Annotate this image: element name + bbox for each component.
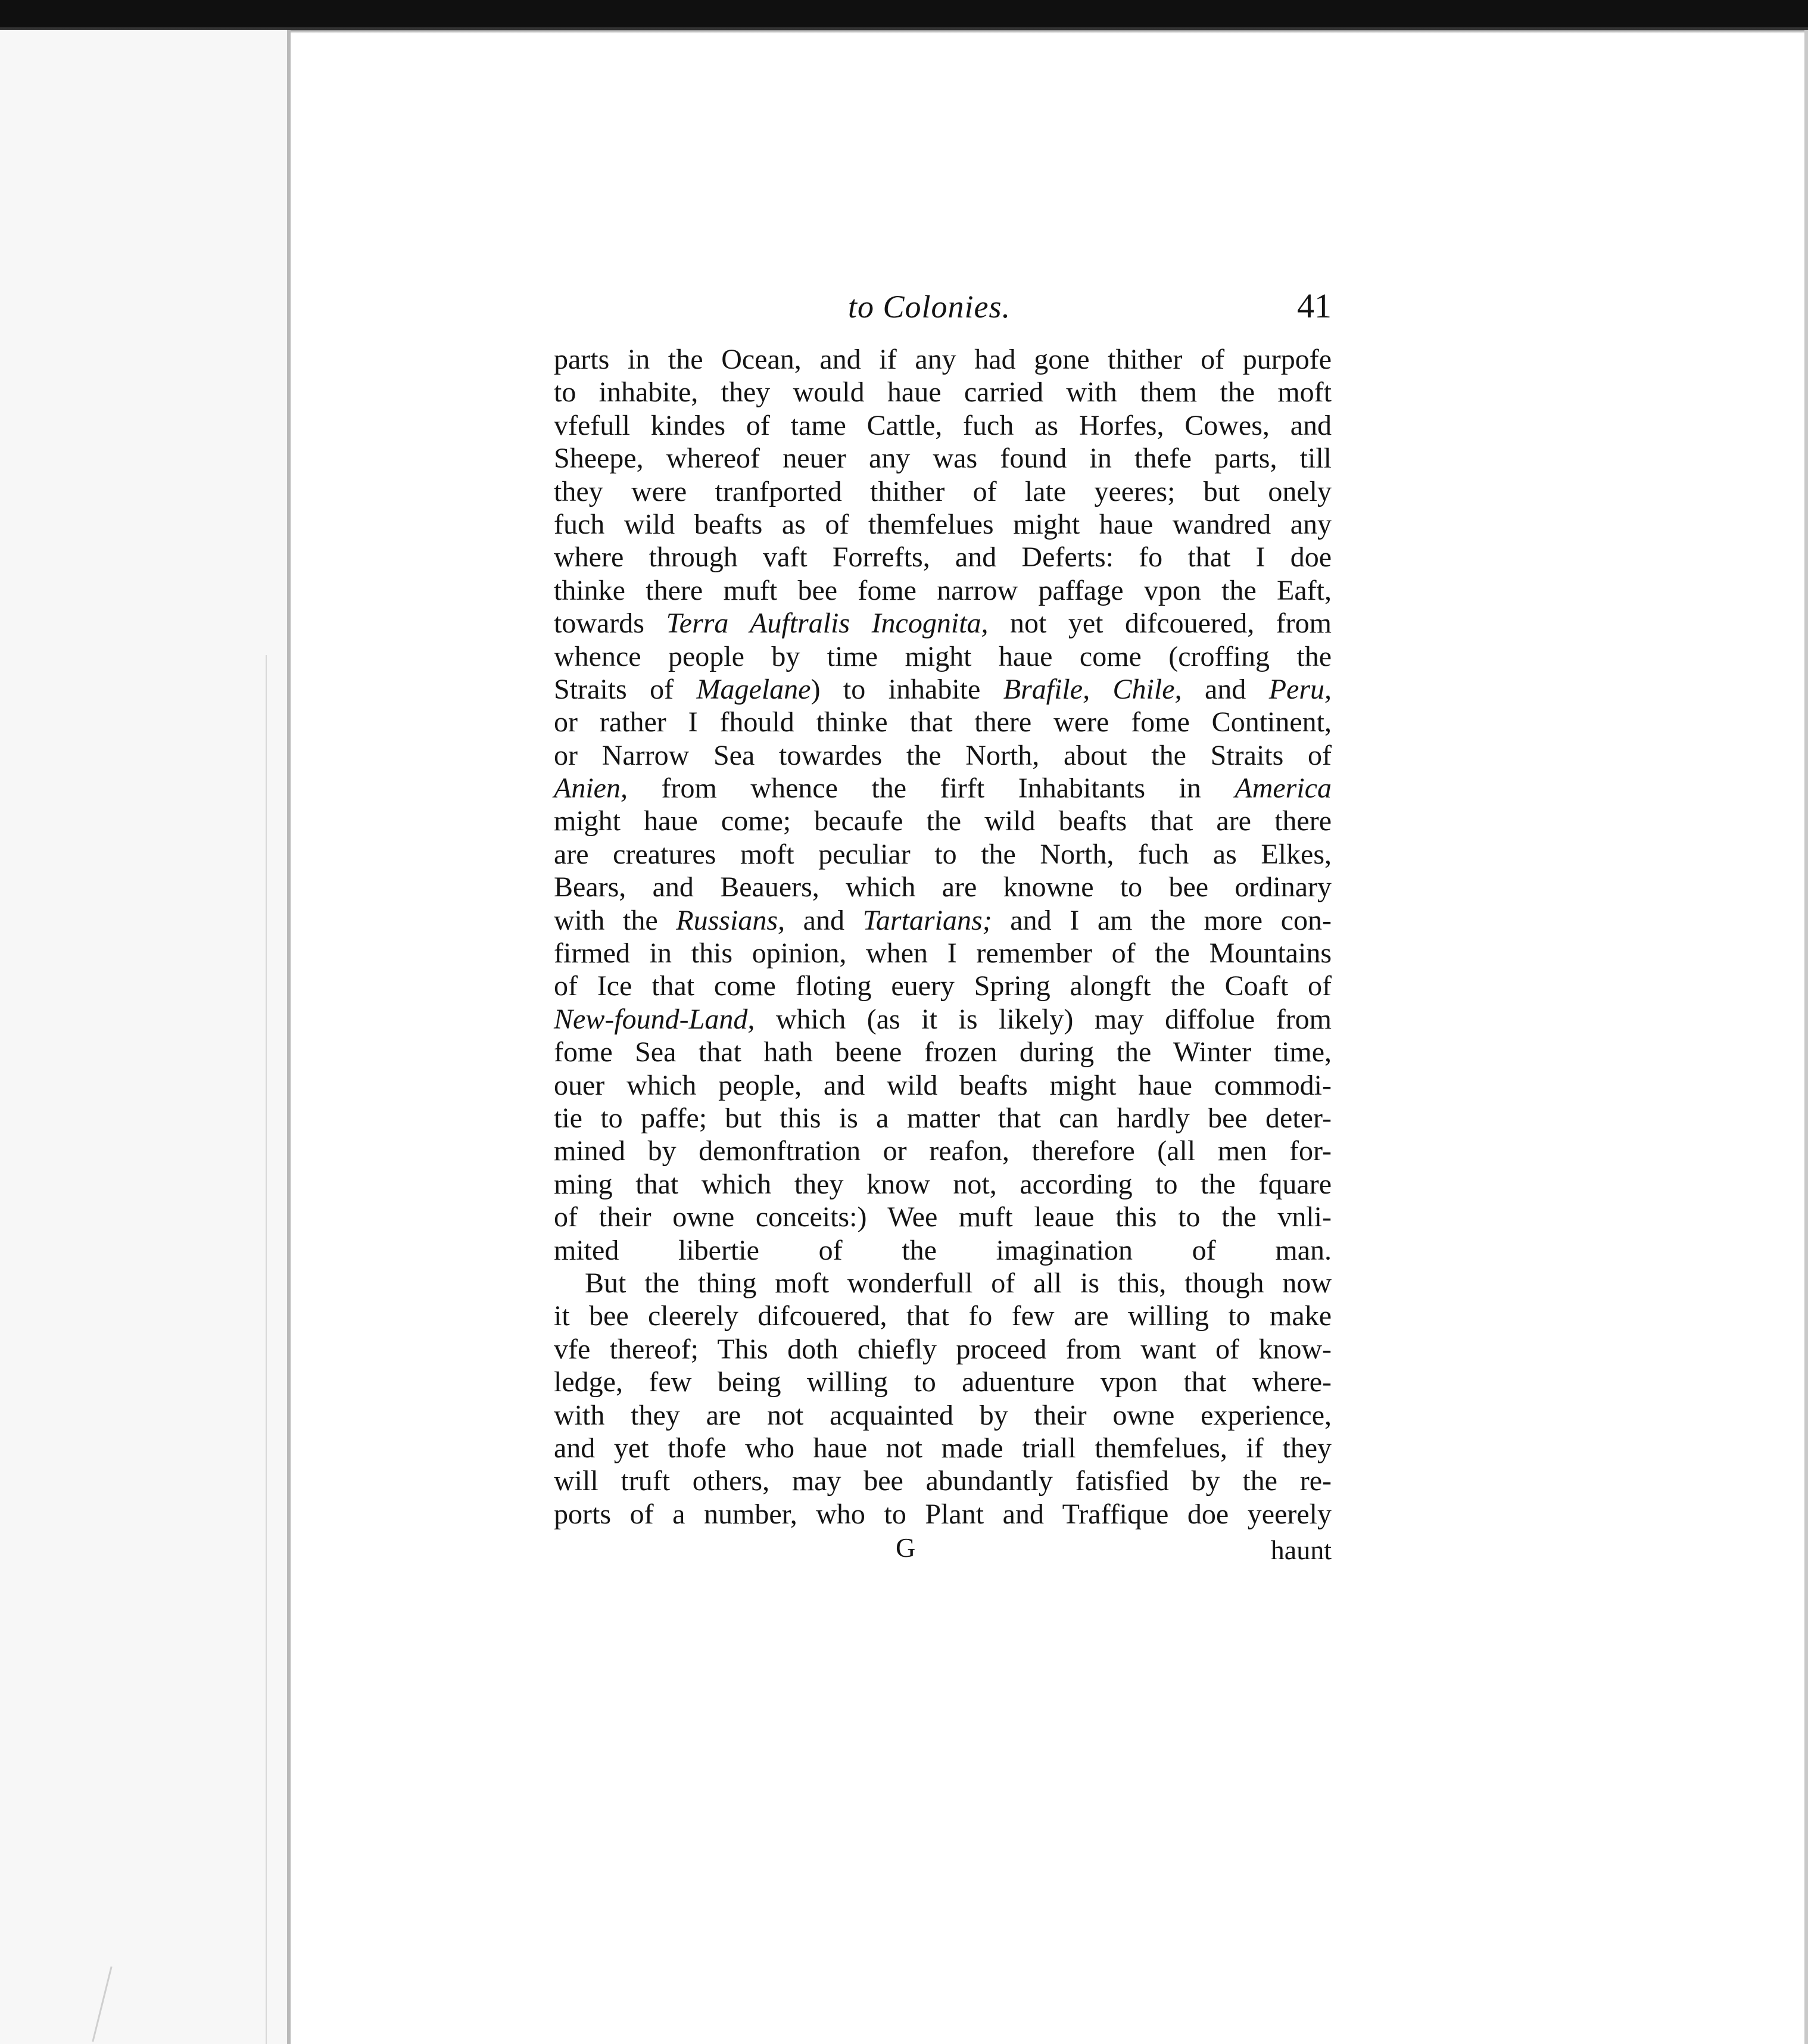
catchword: haunt: [1270, 1535, 1332, 1566]
text-line: with the Russians, and Tartarians; and I am the more con-: [554, 904, 1332, 936]
text-line: or Narrow Sea towardes the North, about the Straits of: [554, 739, 1332, 771]
page-gutter-shadow: [266, 655, 267, 2044]
text-line: mited libertie of the imagination of man.: [554, 1234, 1332, 1266]
body-text: [554, 343, 1332, 1531]
book-page: [554, 280, 1332, 1566]
text-line: of their owne conceits:) Wee muft leaue this to the vnli-: [554, 1201, 1332, 1233]
text-line: with they are not acquainted by their owne experience,: [554, 1399, 1332, 1431]
text-line: might haue come; becaufe the wild beafts that are there: [554, 805, 1332, 837]
text-line: Bears, and Beauers, which are knowne to bee ordinary: [554, 871, 1332, 903]
text-line: of Ice that come floting euery Spring alongft the Coaft of: [554, 970, 1332, 1002]
text-line: ledge, few being willing to aduenture vpon that where-: [554, 1366, 1332, 1398]
page-right-edge: [1804, 30, 1808, 2044]
text-line: vfefull kindes of tame Cattle, fuch as Horfes, Cowes, and: [554, 409, 1332, 441]
text-line: where through vaft Forrefts, and Deferts: fo that I doe: [554, 541, 1332, 574]
text-line: will truft others, may bee abundantly fatisfied by the re-: [554, 1465, 1332, 1497]
signature-mark: G: [896, 1532, 916, 1563]
text-line: tie to paffe; but this is a matter that can hardly bee deter-: [554, 1102, 1332, 1134]
text-line: firmed in this opinion, when I remember of the Mountains: [554, 937, 1332, 970]
text-line: ming that which they know not, according to the fquare: [554, 1168, 1332, 1200]
page-gutter: [287, 30, 291, 2044]
page-footer: [554, 1531, 1332, 1566]
text-line: they were tranfported thither of late yeeres; but onely: [554, 475, 1332, 507]
text-line: parts in the Ocean, and if any had gone thither of purpofe: [554, 344, 1332, 375]
running-title: to Colonies.: [848, 289, 1011, 325]
text-line: mined by demonftration or reafon, therefore (all men for-: [554, 1135, 1332, 1167]
running-head: [554, 280, 1332, 337]
text-line: vfe thereof; This doth chiefly proceed from want of know-: [554, 1333, 1332, 1365]
text-line: ouer which people, and wild beafts might haue commodi-: [554, 1069, 1332, 1101]
page-number: 41: [1297, 286, 1332, 325]
text-line: it bee cleerely difcouered, that fo few are willing to make: [554, 1300, 1332, 1332]
text-line: Anien, from whence the firft Inhabitants in America: [554, 772, 1332, 805]
text-line: thinke there muft bee fome narrow paffage vpon the Eaft,: [554, 574, 1332, 606]
text-line: or rather I fhould thinke that there were fome Continent,: [554, 706, 1332, 739]
text-line: are creatures moft peculiar to the North, fuch as Elkes,: [554, 838, 1332, 870]
text-line: fome Sea that hath beene frozen during the Winter time,: [554, 1036, 1332, 1068]
text-line: But the thing moft wonderfull of all is this, though now: [585, 1267, 1332, 1299]
text-line: New-found-Land, which (as it is likely) may diffolue from: [554, 1003, 1332, 1035]
text-line: whence people by time might haue come (croffing the: [554, 640, 1332, 672]
scan-top-edge: [0, 0, 1808, 30]
text-line: ports of a number, who to Plant and Traffique doe yeerely: [554, 1498, 1332, 1530]
text-line: Sheepe, whereof neuer any was found in thefe parts, till: [554, 443, 1332, 475]
text-line: and yet thofe who haue not made triall themfelues, if they: [554, 1432, 1332, 1464]
text-line: towards Terra Auftralis Incognita, not yet difcouered, from: [554, 607, 1332, 640]
facing-blank-page: [0, 30, 287, 2044]
text-line: to inhabite, they would haue carried with them the moft: [554, 376, 1332, 409]
text-line: Straits of Magelane) to inhabite Brafile, Chile, and Peru,: [554, 673, 1332, 705]
text-line: fuch wild beafts as of themfelues might haue wandred any: [554, 508, 1332, 540]
